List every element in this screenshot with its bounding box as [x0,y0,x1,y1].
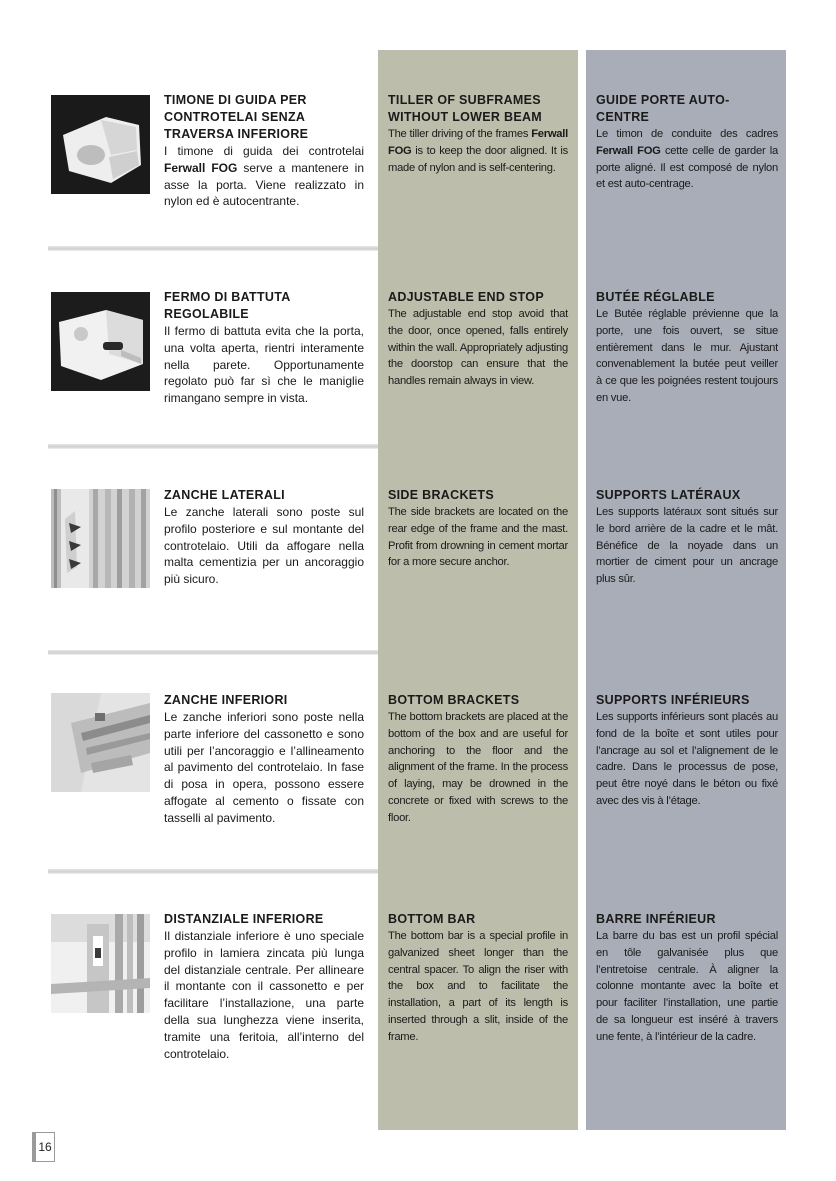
italian-text-block [164,911,364,1062]
section-divider [48,444,378,449]
italian-title: ZANCHE INFERIORI [164,693,288,707]
french-title: BUTÉE RÉGLABLE [596,290,715,304]
english-text-block [388,911,568,1046]
body-text: I timone di guida dei controtelai [164,144,364,158]
section-divider [48,650,378,655]
french-title: SUPPORTS INFÉRIEURS [596,693,750,707]
italian-text-block [164,487,364,588]
french-text-block [596,692,778,810]
product-photo-bottom-brackets [51,693,150,792]
french-body: Les supports latéraux sont situés sur le bord arrière de la cadre et le mât. Bénéfice de la noyade dans un mortier de ciment pour un ancrage plus sûr. [596,506,778,586]
page-number: 16 [32,1132,55,1162]
product-photo-bottom-bar [51,914,150,1013]
body-text: cette celle de garder la porte aligné. Il est composé de nylon et est auto-centrage. [596,144,779,191]
english-text-block [388,92,568,176]
italian-body [164,143,364,210]
product-photo-nylon-guide-tiller [51,95,150,194]
french-body: Le Butée réglable prévienne que la porte, une fois ouvert, se situe entièrement dans le mur. Ajustant convenablement la butée peut veiller à ce que les poignées restent toujours en vue. [596,308,778,404]
french-body: Les supports inférieurs sont placés au fond de la boîte et sont utiles pour l’ancrage au sol et l’alignement de le cadre. Dans le processus de pose, peut être noyé dans le béton ou fixé avec des vis à l’étage. [596,711,778,807]
english-title: BOTTOM BRACKETS [388,693,520,707]
english-body: The side brackets are located on the rear edge of the frame and the mast. Profit from drowning in cement mortar for a more secure anchor. [388,506,568,569]
french-title: BARRE INFÉRIEUR [596,912,716,926]
body-text: The tiller driving of the frames [388,128,532,140]
italian-text-block [164,692,364,827]
english-body: The bottom brackets are placed at the bottom of the box and are useful for anchoring to the floor and the alignment of the frame. In the process of laying, may be drowned in the concrete or fixed with screws to the floor. [388,711,568,824]
french-text-block [596,487,778,588]
product-photo-adjustable-end-stop [51,292,150,391]
italian-body: Le zanche laterali sono poste sul profilo posteriore e sul montante del controtelaio. Utili da affogare nella malta cementizia per un ancoraggio più sicuro. [164,505,364,587]
english-title: ADJUSTABLE END STOP [388,290,544,304]
italian-body: Il fermo di battuta evita che la porta, una volta aperta, rientri interamente nella parete. Opportunamente regolato può far sì che le maniglie rimangano sempre in vista. [164,324,364,406]
french-title: SUPPORTS LATÉRAUX [596,488,741,502]
english-text-block [388,487,568,571]
french-body: La barre du bas est un profil spécial en tôle galvanisée plus que l’entretoise centrale. À aligner la colonne montante avec la boîte et pour faciliter l’installation, une partie de sa longueur est inséré à travers une fente, à l’intérieur de la cadre. [596,930,778,1043]
english-body [388,126,568,176]
brand-name: Ferwall FOG [388,128,568,157]
french-text-block [596,289,778,407]
brand-name: Ferwall FOG [596,144,661,157]
english-body: The bottom bar is a special profile in galvanized sheet longer than the central spacer. To align the riser with the box and to facilitate the installation, a part of its length is inserted through a slit, inside of the frame. [388,930,568,1043]
french-body [596,126,778,193]
italian-text-block [164,289,364,407]
italian-title: ZANCHE LATERALI [164,488,285,502]
section-divider [48,246,378,251]
english-body: The adjustable end stop avoid that the door, once opened, falls entirely within the wall. Appropriately adjusting the doorstop can ensure that the handles remain always in view. [388,308,568,388]
english-title: BOTTOM BAR [388,912,476,926]
italian-title: TIMONE DI GUIDA PER CONTROTELAI SENZA TRAVERSA INFERIORE [164,93,309,141]
brand-name: Ferwall FOG [164,160,238,175]
english-text-block [388,692,568,827]
section-divider [48,869,378,874]
italian-title: DISTANZIALE INFERIORE [164,912,324,926]
body-text: Le timon de conduite des cadres [596,128,778,140]
english-title: TILLER OF SUBFRAMES WITHOUT LOWER BEAM [388,93,542,124]
body-text: is to keep the door aligned. It is made of nylon and is self-centering. [388,144,568,174]
english-text-block [388,289,568,390]
italian-body: Le zanche inferiori sono poste nella parte inferiore del cassonetto e sono utili per l’ancoraggio e l’allineamento al pavimento del controtelaio. In fase di posa in opera, possono essere affogate al cemento o fissate con tasselli al pavimento. [164,710,364,825]
italian-title: FERMO DI BATTUTA REGOLABILE [164,290,291,321]
french-text-block [596,92,778,193]
french-title: GUIDE PORTE AUTO-CENTRE [596,93,730,124]
italian-body: Il distanziale inferiore è uno speciale profilo in lamiera zincata più lunga del distanziale centrale. Per allineare il montante con il cassonetto e per facilitare l’installazione, una parte della sua lunghezza viene inserita, tramite una feritoia, all’interno del controtelaio. [164,929,364,1061]
french-text-block [596,911,778,1046]
english-title: SIDE BRACKETS [388,488,494,502]
product-photo-side-brackets [51,489,150,588]
italian-text-block [164,92,364,210]
body-text: serve a mantenere in asse la porta. Viene realizzato in nylon ed è autocentrante. [164,160,365,209]
